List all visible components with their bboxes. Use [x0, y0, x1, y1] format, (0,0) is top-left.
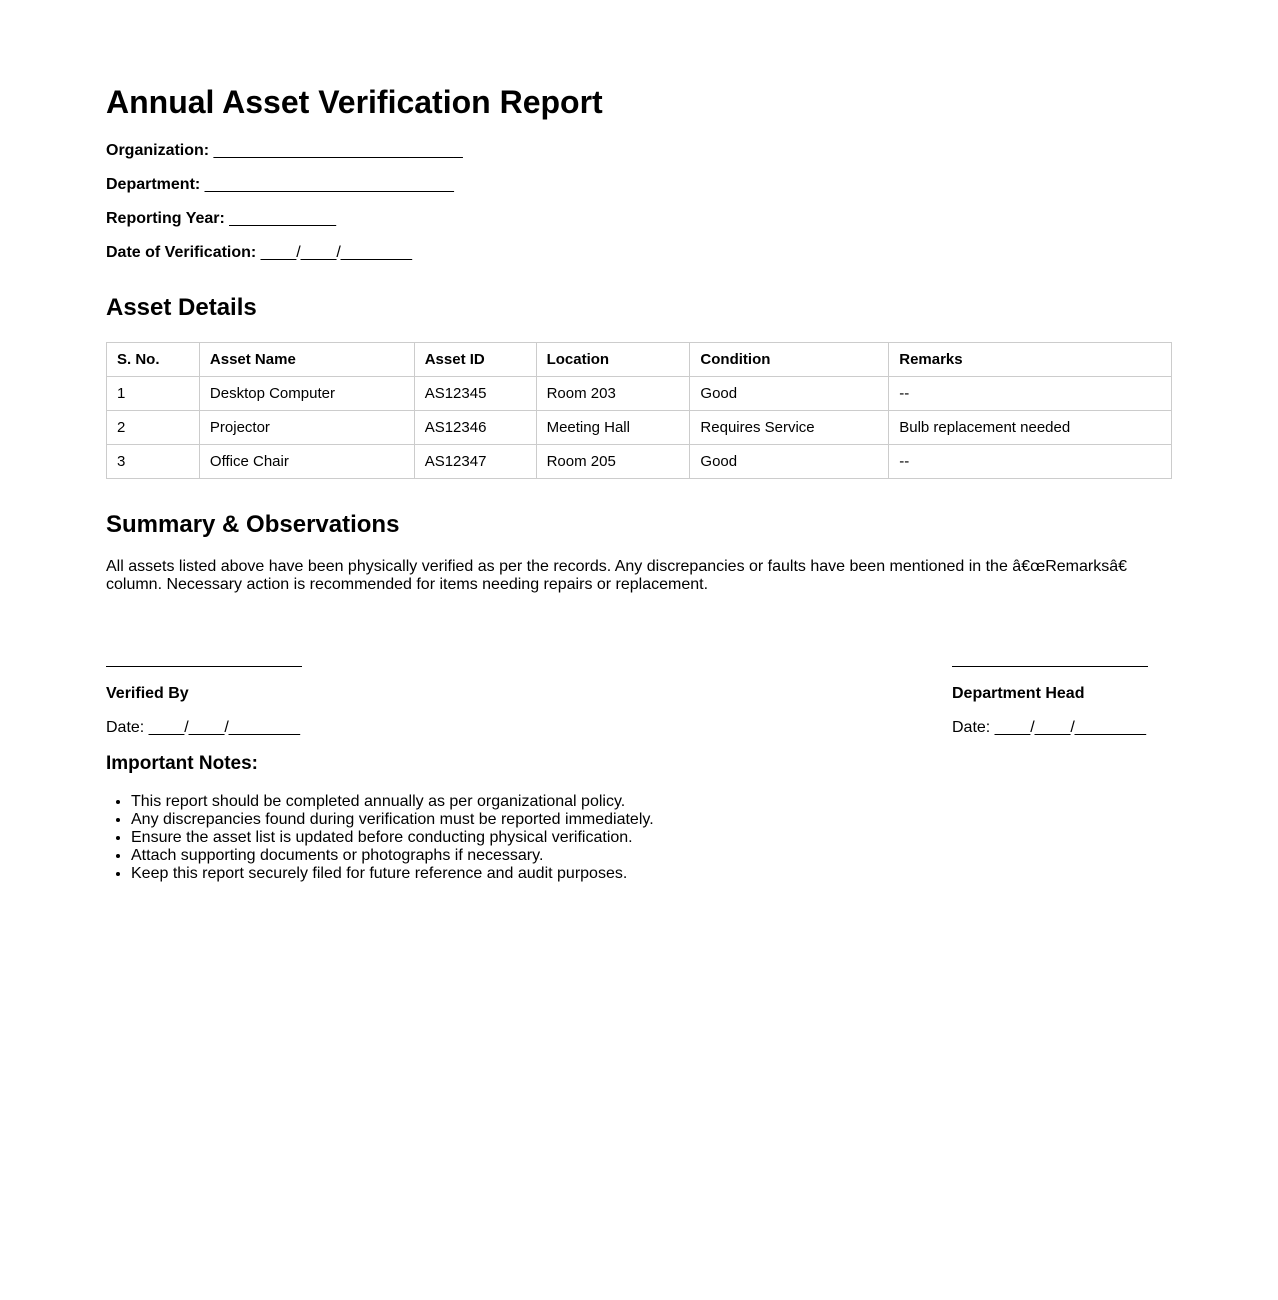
reporting-year-blank: ____________ [229, 210, 337, 227]
table-cell: Room 205 [536, 445, 690, 479]
department-label: Department: [106, 176, 201, 193]
verified-by-date-blank: ____/____/________ [148, 719, 300, 736]
table-row [107, 377, 1172, 411]
organization-label: Organization: [106, 142, 210, 159]
verified-by-label: Verified By [106, 685, 189, 702]
table-cell: Bulb replacement needed [889, 411, 1172, 445]
column-header: Asset ID [414, 343, 536, 377]
list-item: • Attach supporting documents or photographs if necessary. [131, 847, 654, 865]
department-head-date [952, 718, 1146, 738]
table-cell: AS12345 [414, 377, 536, 411]
report-title: Annual Asset Verification Report [106, 84, 603, 120]
department-head-date-label: Date: [952, 719, 991, 736]
table-cell: Room 203 [536, 377, 690, 411]
table-cell: 2 [107, 411, 200, 445]
table-cell: Good [690, 445, 889, 479]
list-item: • Any discrepancies found during verification must be reported immediately. [131, 811, 654, 829]
table-row [107, 445, 1172, 479]
verification-date-blank: ____/____/________ [260, 244, 412, 261]
department-head-date-blank: ____/____/________ [994, 719, 1146, 736]
column-header: Asset Name [199, 343, 414, 377]
column-header: Condition [690, 343, 889, 377]
list-item: • This report should be completed annually as per organizational policy. [131, 793, 654, 811]
reporting-year-label: Reporting Year: [106, 210, 225, 227]
verification-date-field [106, 243, 412, 263]
table-cell: Meeting Hall [536, 411, 690, 445]
table-cell: 3 [107, 445, 200, 479]
table-cell: Good [690, 377, 889, 411]
department-field [106, 175, 454, 195]
table-cell: AS12346 [414, 411, 536, 445]
important-notes-list [106, 793, 654, 883]
summary-text: All assets listed above have been physically verified as per the records. Any discrepancies or faults have been mentioned in the â€œRemarksâ€ column. Necessary action is recommended for items needing repairs or replacement. [106, 558, 1137, 593]
table-cell: Desktop Computer [199, 377, 414, 411]
department-head-label: Department Head [952, 685, 1085, 702]
column-header: Remarks [889, 343, 1172, 377]
department-blank: ____________________________ [204, 176, 454, 193]
verification-date-label: Date of Verification: [106, 244, 257, 261]
list-item: • Keep this report securely filed for future reference and audit purposes. [131, 865, 654, 883]
table-cell: -- [889, 377, 1172, 411]
column-header: Location [536, 343, 690, 377]
list-item: • Ensure the asset list is updated before conducting physical verification. [131, 829, 654, 847]
column-header: S. No. [107, 343, 200, 377]
table-cell: Requires Service [690, 411, 889, 445]
important-notes-heading: Important Notes: [106, 753, 258, 774]
organization-blank: ____________________________ [213, 142, 463, 159]
verified-by-date [106, 718, 300, 738]
table-cell: Projector [199, 411, 414, 445]
reporting-year-field [106, 209, 336, 229]
summary-heading: Summary & Observations [106, 511, 400, 538]
verified-by-date-label: Date: [106, 719, 145, 736]
table-cell: Office Chair [199, 445, 414, 479]
organization-field [106, 141, 463, 161]
table-cell: -- [889, 445, 1172, 479]
department-head-signature-line [952, 666, 1148, 667]
asset-details-heading: Asset Details [106, 294, 257, 321]
verified-by-signature-line [106, 666, 302, 667]
asset-table [106, 342, 1172, 479]
table-cell: AS12347 [414, 445, 536, 479]
table-row [107, 411, 1172, 445]
table-header-row [107, 343, 1172, 377]
table-cell: 1 [107, 377, 200, 411]
